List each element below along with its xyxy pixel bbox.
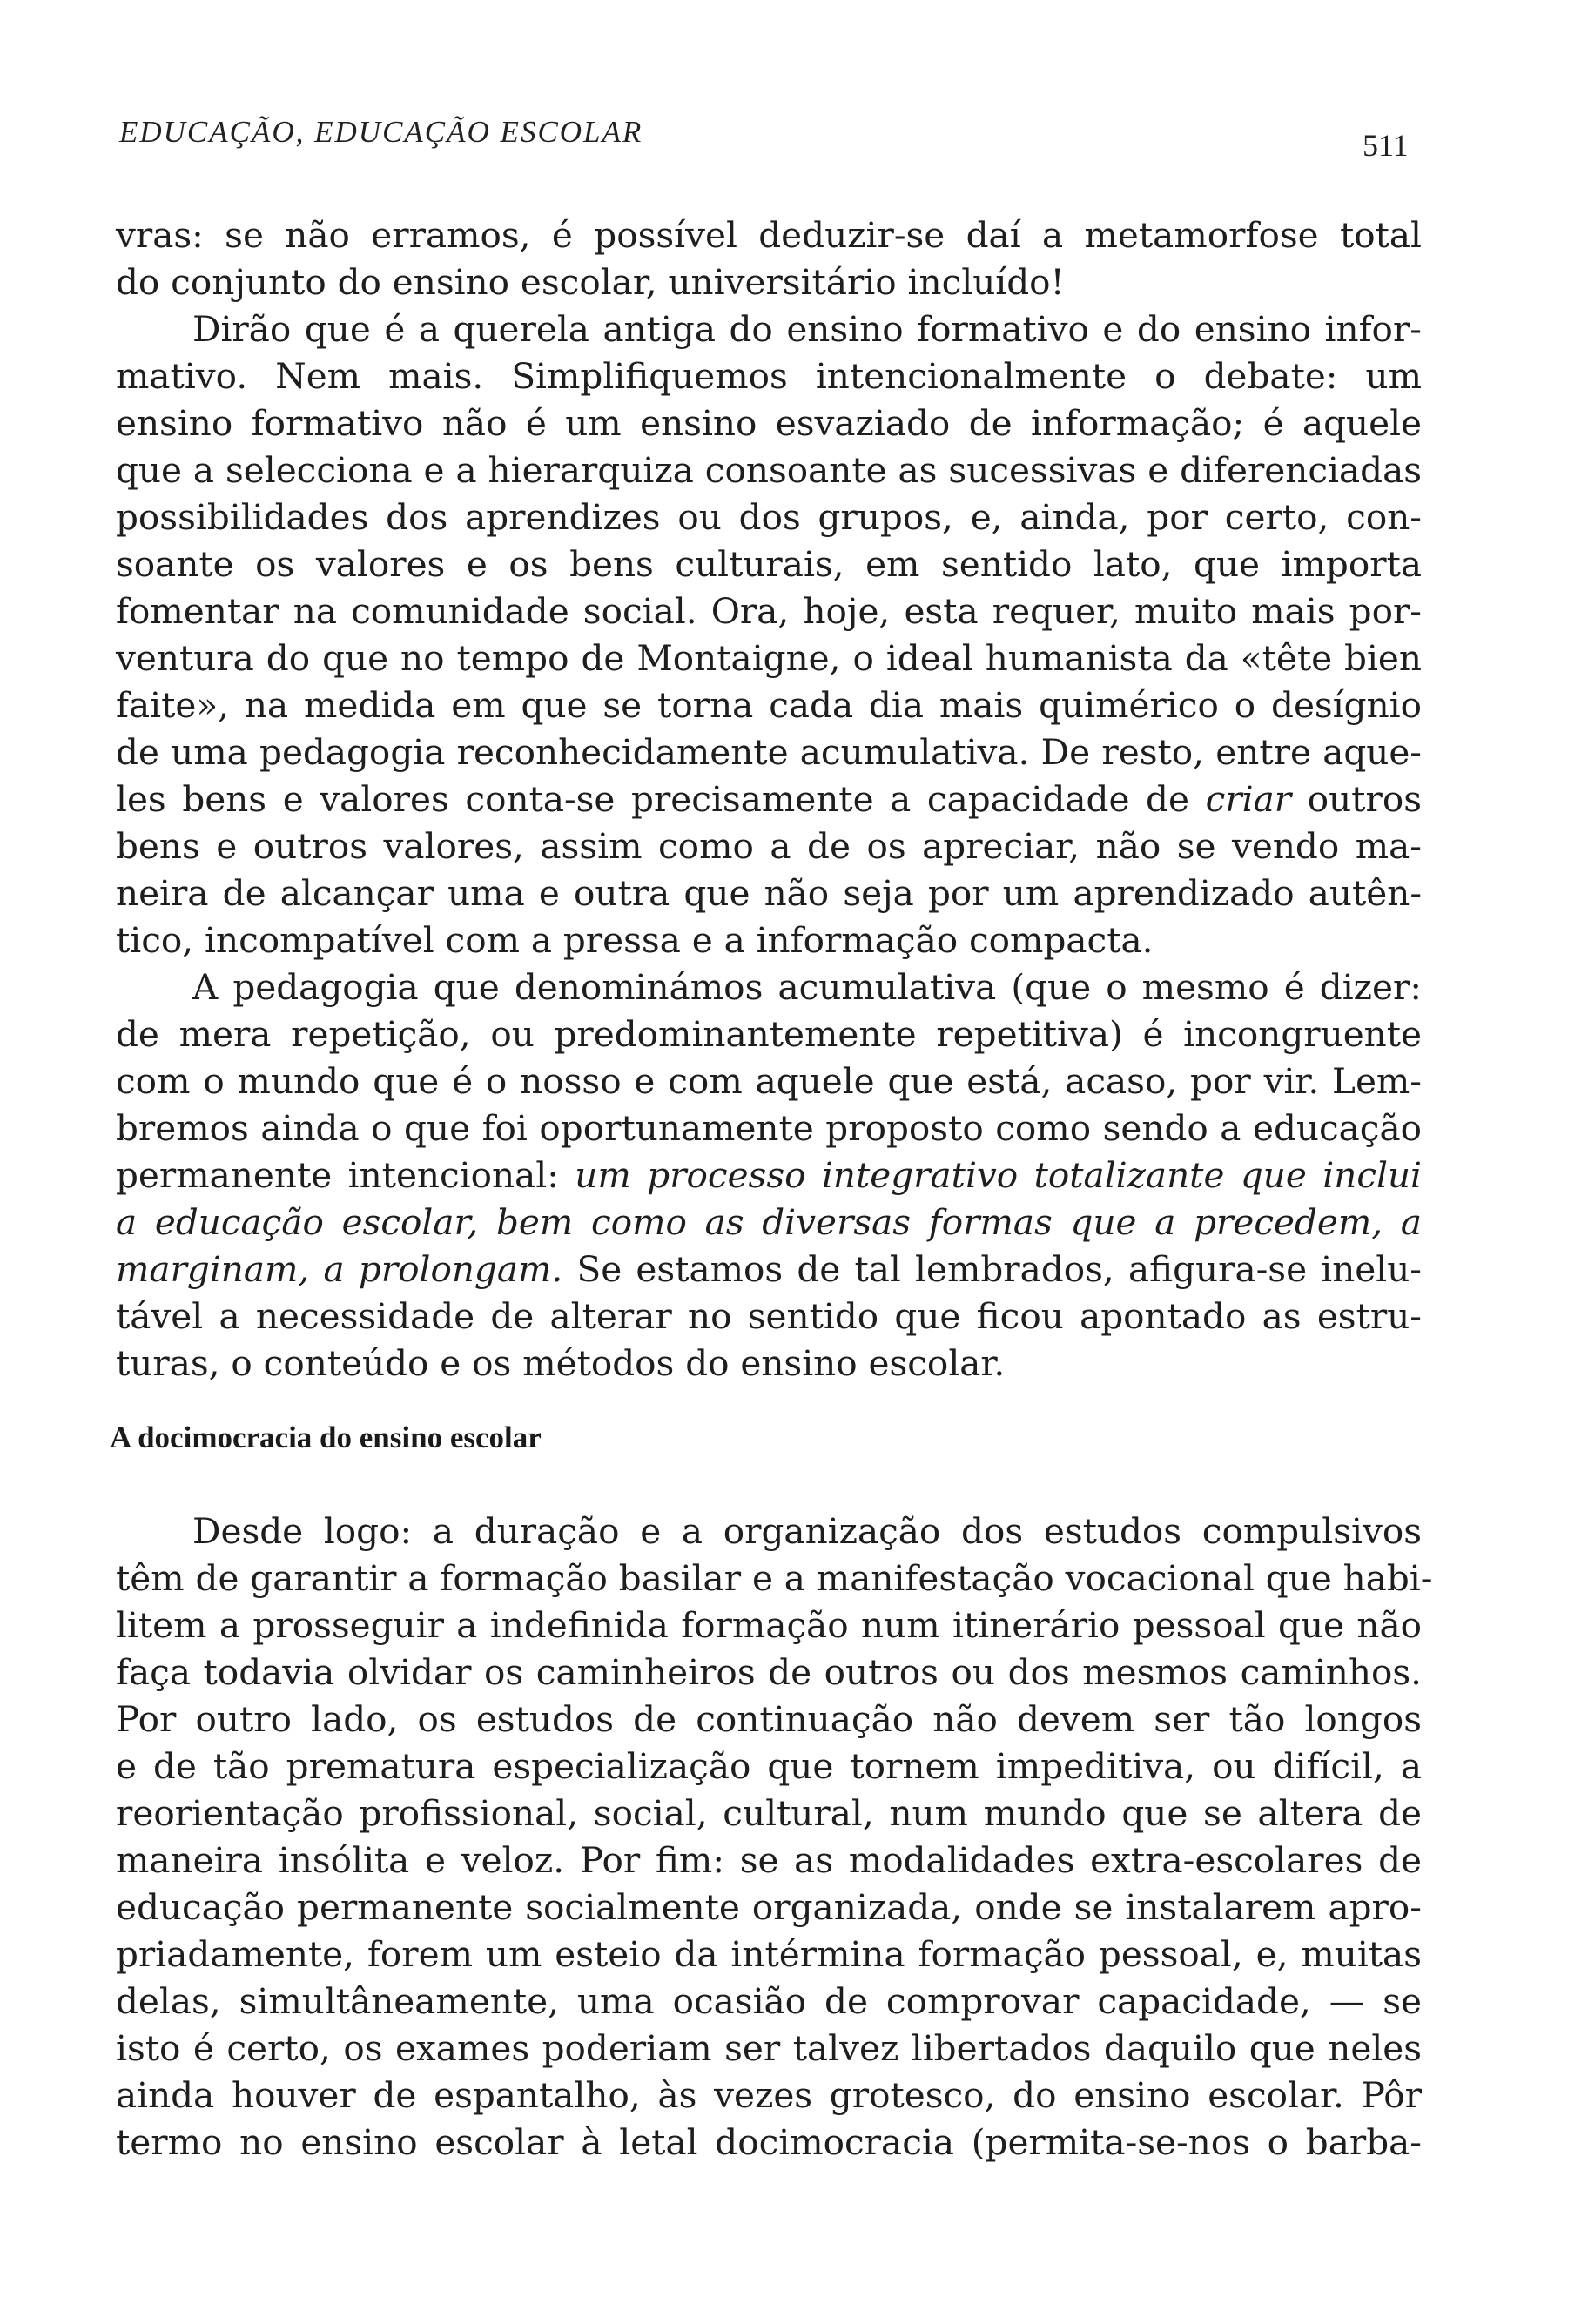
italic-quotation: um processo integrativo totalizante que inclui bbox=[575, 1154, 1422, 1196]
text-line: ainda houver de espantalho, às vezes grotesco, do ensino escolar. Pôr bbox=[116, 2074, 1422, 2116]
text-line: faite», na medida em que se torna cada dia mais quimérico o desígnio bbox=[116, 684, 1422, 726]
text-segment: Se estamos de tal lembrados, afigura-se inelu- bbox=[562, 1248, 1422, 1290]
text-line: de mera repetição, ou predominantemente repetitiva) é incongruente bbox=[116, 1013, 1422, 1055]
paragraph-start-line: Desde logo: a duração e a organização dos estudos compulsivos bbox=[192, 1510, 1422, 1552]
text-line-mixed bbox=[116, 776, 1422, 823]
italic-quotation: marginam, a prolongam. bbox=[116, 1248, 563, 1290]
text-line-mixed bbox=[116, 1152, 1422, 1199]
text-line: ventura do que no tempo de Montaigne, o ideal humanista da «tête bien bbox=[116, 637, 1422, 679]
text-line: bremos ainda o que foi oportunamente proposto como sendo a educação bbox=[116, 1107, 1422, 1149]
text-line: bens e outros valores, assim como a de os apreciar, não se vendo ma- bbox=[116, 825, 1422, 867]
text-line: possibilidades dos aprendizes ou dos grupos, e, ainda, por certo, con- bbox=[116, 496, 1422, 538]
text-line: litem a prosseguir a indefinida formação num itinerário pessoal que não bbox=[116, 1604, 1422, 1646]
paragraph-start-line: Dirão que é a querela antiga do ensino formativo e do ensino infor- bbox=[192, 308, 1422, 350]
italic-quotation-line: a educação escolar, bem como as diversas formas que a precedem, a bbox=[116, 1201, 1422, 1243]
text-line: com o mundo que é o nosso e com aquele que está, acaso, por vir. Lem- bbox=[116, 1060, 1422, 1102]
text-line: ensino formativo não é um ensino esvaziado de informação; é aquele bbox=[116, 402, 1422, 444]
paragraph-start-line: A pedagogia que denominámos acumulativa (que o mesmo é dizer: bbox=[192, 966, 1422, 1008]
text-line: mativo. Nem mais. Simplifiquemos intencionalmente o debate: um bbox=[116, 355, 1422, 397]
text-line: tável a necessidade de alterar no sentido que ficou apontado as estru- bbox=[116, 1295, 1422, 1337]
section-heading: A docimocracia do ensino escolar bbox=[110, 1421, 542, 1454]
text-line: de uma pedagogia reconhecidamente acumulativa. De resto, entre aque- bbox=[116, 731, 1422, 773]
running-title: EDUCAÇÃO, EDUCAÇÃO ESCOLAR bbox=[119, 115, 643, 149]
italic-emphasis: criar bbox=[1205, 778, 1292, 820]
text-line: Por outro lado, os estudos de continuação não devem ser tão longos bbox=[116, 1698, 1422, 1740]
text-segment: outros bbox=[1291, 778, 1422, 820]
text-line: faça todavia olvidar os caminheiros de outros ou dos mesmos caminhos. bbox=[116, 1651, 1422, 1693]
text-line: termo no ensino escolar à letal docimocracia (permita-se-nos o barba- bbox=[116, 2121, 1422, 2163]
text-line: tico, incompatível com a pressa e a informação compacta. bbox=[116, 919, 1154, 961]
text-line: e de tão prematura especialização que tornem impeditiva, ou difícil, a bbox=[116, 1745, 1422, 1787]
text-line: isto é certo, os exames poderiam ser talvez libertados daquilo que neles bbox=[116, 2027, 1422, 2069]
text-line: reorientação profissional, social, cultural, num mundo que se altera de bbox=[116, 1792, 1422, 1834]
text-line: maneira insólita e veloz. Por fim: se as modalidades extra-escolares de bbox=[116, 1839, 1422, 1881]
text-line: que a selecciona e a hierarquiza consoante as sucessivas e diferenciadas bbox=[116, 449, 1422, 491]
text-line: do conjunto do ensino escolar, universitário incluído! bbox=[116, 261, 1065, 303]
text-segment: les bens e valores conta-se precisamente a capacidade de bbox=[116, 778, 1206, 820]
text-line-mixed bbox=[116, 1246, 1422, 1293]
page-number: 511 bbox=[1363, 128, 1409, 163]
text-line: vras: se não erramos, é possível deduzir-se daí a metamorfose total bbox=[116, 214, 1422, 256]
text-line: educação permanente socialmente organizada, onde se instalarem apro- bbox=[116, 1886, 1422, 1928]
body-text-block-1 bbox=[116, 212, 1422, 1387]
text-line: turas, o conteúdo e os métodos do ensino escolar. bbox=[116, 1342, 1006, 1384]
text-line: neira de alcançar uma e outra que não seja por um aprendizado autên- bbox=[116, 872, 1422, 914]
body-text-block-2 bbox=[116, 1508, 1433, 2166]
text-segment: permanente intencional: bbox=[116, 1154, 575, 1196]
text-line: fomentar na comunidade social. Ora, hoje, esta requer, muito mais por- bbox=[116, 590, 1422, 632]
text-line: priadamente, forem um esteio da intérmina formação pessoal, e, muitas bbox=[116, 1933, 1422, 1975]
text-line: delas, simultâneamente, uma ocasião de comprovar capacidade, — se bbox=[116, 1980, 1422, 2022]
text-line: soante os valores e os bens culturais, em sentido lato, que importa bbox=[116, 543, 1422, 585]
text-line: têm de garantir a formação basilar e a manifestação vocacional que habi- bbox=[116, 1557, 1433, 1599]
